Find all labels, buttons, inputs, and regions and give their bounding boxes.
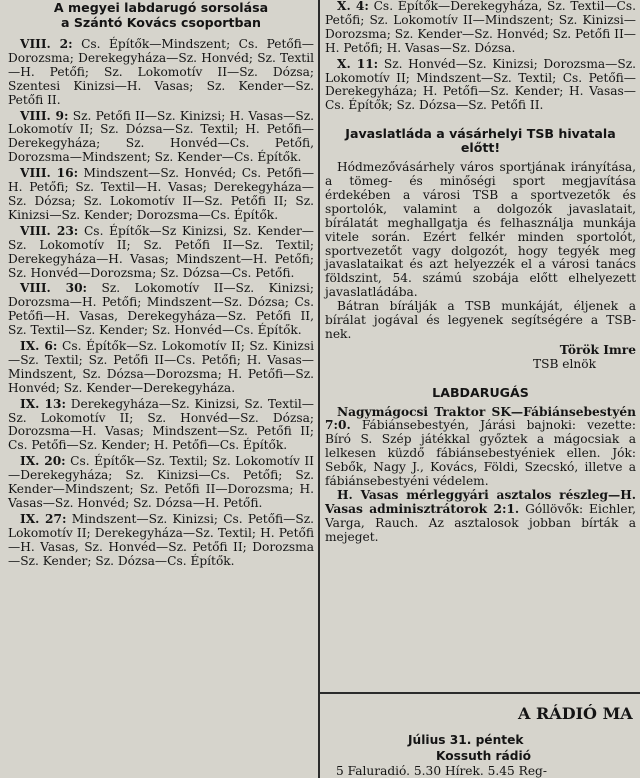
radio-title: A RÁDIÓ MA [518, 704, 633, 723]
section-divider [320, 692, 640, 694]
round-text: Cs. Építők—Mindszent; Cs. Petőfi—Dorozsma; Derekegyháza—Sz. Honvéd; Sz. Textil—H. Petőfi; Sz. Lokomotív II—Sz. Dózsa; Szentesi Kinizsi—H. Vasas; Sz. Kender—Sz. Petőfi II. [8, 37, 314, 107]
round-date: VIII. 16: [20, 166, 79, 181]
fixture-round [8, 340, 314, 396]
round-date: IX. 20: [20, 454, 66, 469]
round-text: Sz. Petőfi II—Sz. Kinizsi; H. Vasas—Sz. Lokomotív II; Sz. Dózsa—Sz. Textil; H. Petőfi—Derekegyháza; Sz. Honvéd—Cs. Petőfi, Dorozsma—Mindszent; Sz. Kender—Cs. Építők. [8, 108, 314, 165]
article-signature: Török Imre [559, 342, 636, 357]
round-text: Cs. Építők—Derekegyháza, Sz. Textil—Cs. Petőfi; Sz. Lokomotív II—Mindszent; Sz. Kinizsi—Dorozsma; Sz. Kender—Sz. Honvéd; Sz. Petőfi II—H. Petőfi; H. Vasas—Sz. Dózsa. [325, 0, 637, 55]
section-title: LABDARUGÁS [432, 384, 529, 400]
fixture-round [8, 513, 314, 569]
match-headline: Nagymágocsi Traktor SK—Fábiánsebestyén 7:0. [325, 404, 636, 433]
round-text: Derekegyháza—Sz. Kinizsi, Sz. Textil—Sz. Lokomotív II; Sz. Honvéd—Sz. Dózsa; Dorozsma—H. Vasas; Mindszent—Sz. Petőfi II; Cs. Petőfi—Sz. Kender; H. Petőfi—Cs. Építők. [8, 396, 314, 453]
column-divider [318, 0, 320, 778]
round-date: IX. 6: [20, 339, 58, 354]
round-text: Cs. Építők—Sz. Textil; Sz. Lokomotív II—Derekegyháza; Sz. Kinizsi—Cs. Petőfi; Sz. Kender—Mindszent; Sz. Petőfi II—Dorozsma; H. Vasas—Sz. Honvéd; Sz. Dózsa—H. Petőfi. [8, 454, 314, 510]
round-text: Sz. Lokomotív II—Sz. Kinizsi; Dorozsma—H. Petőfi; Mindszent—Sz. Dózsa; Cs. Petőfi—H. Vasas, Derekegyháza—Sz. Petőfi II, Sz. Textil—Sz. Kender; Sz. Honvéd—Cs. Építők. [8, 281, 315, 338]
round-date: VIII. 30: [20, 281, 88, 296]
match-report [325, 406, 636, 489]
article-signature-role: TSB elnök [533, 356, 596, 371]
fixture-round [8, 455, 314, 511]
radio-date: Július 31. péntek [408, 733, 524, 747]
right-column [325, 0, 636, 545]
fixture-title: A megyei labdarugó sorsolása [53, 0, 269, 15]
radio-program-line: 5 Faluradió. 5.30 Hírek. 5.45 Reg- [336, 764, 547, 778]
radio-station: Kossuth rádió [436, 749, 532, 763]
fixture-round [8, 167, 314, 223]
match-report [325, 489, 636, 545]
fixture-round [325, 0, 636, 56]
round-date: VIII. 9: [20, 108, 69, 123]
article-paragraph: Hódmezővásárhely város sportjának irányítása, a tömeg- és minőségi sport megjavítása érdekében a városi TSB a sportvezetők és sportolók, valamint a dolgozók javaslatait, bírálatát meghallgatja és felhasználja munkája vitele során. Ezért felkér minden sportolót, sportvezetőt vagy dolgozót, hogy tegyék meg javaslataikat és azt helyezzék el a városi tanács földszint, 54. számú szobája előtt elhelyezett javaslatládába. [325, 160, 636, 300]
round-text: Sz. Honvéd—Sz. Kinizsi; Dorozsma—Sz. Lokomotív II; Mindszent—Sz. Textil; Cs. Petőfi—Derekegyháza; H. Petőfi—Sz. Kender; H. Vasas—Cs. Építők; Sz. Dózsa—Sz. Petőfi II. [325, 56, 637, 113]
fixture-round [8, 398, 314, 454]
match-headline: H. Vasas mérleggyári asztalos részleg—H. Vasas adminisztrátorok 2:1. [325, 488, 636, 516]
fixture-round [8, 38, 314, 108]
left-column [8, 0, 314, 571]
article-paragraph: Bátran bírálják a TSB munkáját, éljenek a bírálat jogával és legyenek segítségére a TSB-nek. [325, 299, 636, 341]
round-text: Mindszent—Sz. Honvéd; Cs. Petőfi—H. Petőfi; Sz. Textil—H. Vasas; Derekegyháza—Sz. Dózsa; Sz. Lokomotív II—Sz. Petőfi II; Sz. Kinizsi—Sz. Kender; Dorozsma—Cs. Építők. [8, 166, 315, 222]
match-text: Fábiánsebestyén, Járási bajnoki: vezette: Bíró S. Szép játékkal győztek a mágocsiak a lelkesen küzdő fábiánsebestyéniek ellen. Jók: Sebők, Nagy J., Kovács, Földi, Szecskó, illetve a fábiánsebestyéni védelem. [325, 418, 637, 489]
fixture-round [325, 58, 636, 114]
fixture-round [8, 110, 314, 166]
round-date: VIII. 23: [20, 223, 79, 238]
round-text: Cs. Építők—Sz. Lokomotív II; Sz. Kinizsi—Sz. Textil; Sz. Petőfi II—Cs. Petőfi; H. Vasas—Mindszent, Sz. Dózsa—Dorozsma; H. Petőfi—Sz. Honvéd; Sz. Kender—Derekegyháza. [8, 339, 315, 395]
match-text: Góllövők: Eichler, Varga, Rauch. Az asztalosok jobban bírták a mejeget. [325, 501, 636, 544]
round-date: VIII. 2: [20, 37, 73, 51]
round-text: Cs. Építők—Sz Kinizsi, Sz. Kender—Sz. Lokomotív II; Sz. Petőfi II—Sz. Textil; Derekegyháza—H. Vasas; Mindszent—H. Petőfi; Sz. Honvéd—Dorozsma; Sz. Dózsa—Cs. Petőfi. [8, 223, 314, 280]
round-date: X. 4: [337, 0, 369, 13]
fixture-subtitle: a Szántó Kovács csoportban [60, 15, 262, 30]
round-date: X. 11: [337, 56, 379, 71]
round-text: Mindszent—Sz. Kinizsi; Cs. Petőfi—Sz. Lokomotív II; Derekegyháza—Sz. Textil; H. Petőfi—H. Vasas, Sz. Honvéd—Sz. Petőfi II; Dorozsma—Sz. Kender; Sz. Dózsa—Cs. Építők. [8, 511, 314, 568]
fixture-round [8, 282, 314, 338]
article-title: Javaslatláda a vásárhelyi TSB hivatala előtt! [345, 126, 616, 156]
fixture-round [8, 225, 314, 281]
round-date: IX. 27: [20, 511, 67, 526]
round-date: IX. 13: [20, 396, 66, 411]
